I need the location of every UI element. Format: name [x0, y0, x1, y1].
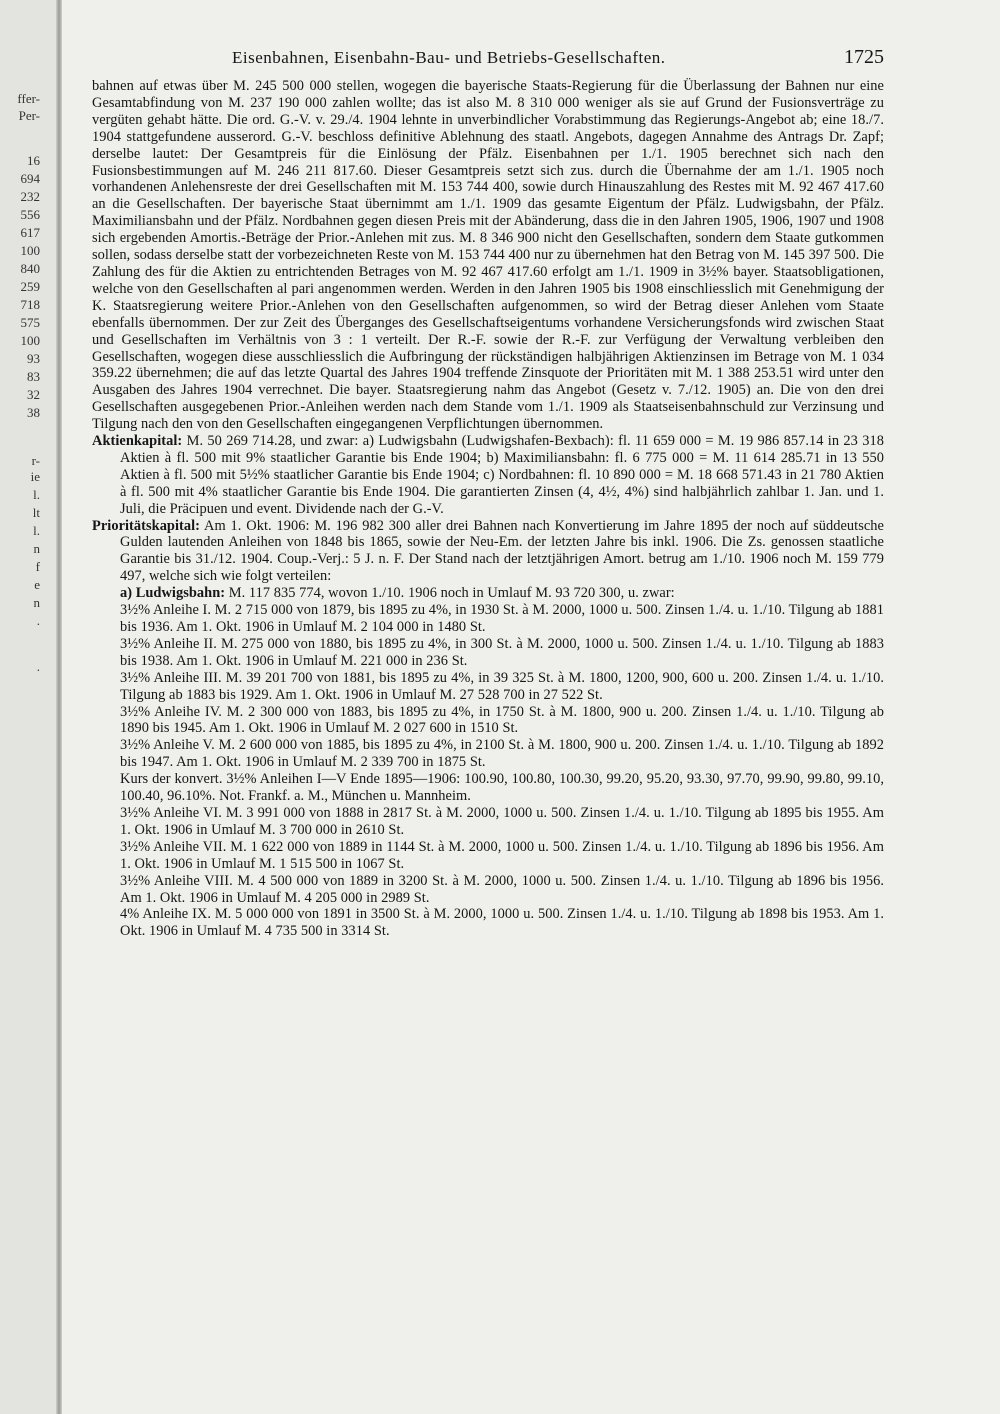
prev-column-fragment: ffer-: [17, 92, 40, 106]
section-paragraph: [92, 585, 884, 602]
prev-column-fragment: 556: [20, 208, 40, 222]
section-lead: Aktienkapital:: [92, 433, 183, 450]
running-head: Eisenbahnen, Eisenbahn-Bau- und Betriebs-Gesellschaften.: [232, 48, 666, 67]
prev-column-fragment: 259: [20, 280, 40, 294]
paragraph-text: Am 1. Okt. 1906: M. 196 982 300 aller drei Bahnen nach Konvertierung im Jahre 1895 der noch auf süddeutsche Gulden lautenden Anleihen von 1848 bis 1865, sowie der Neu-Em. der letzten Jahre bis inkl. 1906. Die Zs. genossen staatliche Garantie bis 31./12. 1904. Coup.-Verj.: 5 J. n. F. Der Stand nach der letztjährigen Amort. betrug am 1./10. 1906 noch M. 159 779 497, welche sich wie folgt verteilen:: [120, 517, 884, 585]
paragraph-text: M. 50 269 714.28, und zwar: a) Ludwigsbahn (Ludwigshafen-Bexbach): fl. 11 659 000 = M. 19 986 857.14 in 23 318 Aktien à fl. 500 mit 9% staatlicher Garantie bis Ende 1904; b) Maximiliansbahn: fl. 6 775 000 = M. 11 614 285.71 in 13 550 Aktien à fl. 500 mit 5½% staatlicher Garantie bis Ende 1904; c) Nordbahnen: fl. 10 890 000 = M. 18 668 571.43 in 21 780 Aktien à fl. 500 mit 4% staatlicher Garantie bis Ende 1904. Die garantierten Zinsen (4, 4½, 4%) sind halbjährlich zahlbar 1. Jan. und 1. Juli, die Präcipuen und event. Dividende nach der G.-V.: [120, 433, 884, 517]
prev-column-fragment: f: [35, 560, 40, 574]
prev-column-fragment: n: [33, 542, 40, 556]
document-page: [92, 46, 884, 940]
prev-column-fragment: e: [34, 578, 40, 592]
prev-column-fragment: 575: [20, 316, 40, 330]
prev-column-fragment: Per-: [18, 109, 40, 123]
prev-column-fragment: l.: [33, 524, 40, 538]
prev-column-fragment: 718: [20, 298, 40, 312]
section-lead: a) Ludwigsbahn:: [120, 585, 226, 602]
text-paragraph: [92, 771, 884, 805]
section-paragraph: [92, 433, 884, 518]
paragraph-text: 3½% Anleihe IV. M. 2 300 000 von 1883, bis 1895 zu 4%, in 1750 St. à M. 1800, 900 u. 200. Zinsen 1./4. u. 1./10. Tilgung ab 1890 bis 1945. Am 1. Okt. 1906 in Umlauf M. 2 027 600 in 1510 St.: [120, 703, 884, 737]
text-paragraph: [92, 839, 884, 873]
text-paragraph: [92, 78, 884, 433]
paragraph-text: 3½% Anleihe VII. M. 1 622 000 von 1889 in 1144 St. à M. 2000, 1000 u. 500. Zinsen 1./4. u. 1./10. Tilgung ab 1896 bis 1956. Am 1. Okt. 1906 in Umlauf M. 1 515 500 in 1067 St.: [120, 838, 884, 872]
paragraph-text: 3½% Anleihe III. M. 39 201 700 von 1881, bis 1895 zu 4%, in 39 325 St. à M. 1800, 1200, 900, 600 u. 200. Zinsen 1./4. u. 1./10. Tilgung ab 1883 bis 1929. Am 1. Okt. 1906 in Umlauf M. 27 528 700 in 27 522 St.: [120, 669, 884, 703]
prev-column-fragment: ie: [30, 470, 40, 484]
page-gutter: [56, 0, 62, 1414]
text-paragraph: [92, 906, 884, 940]
paragraph-text: M. 117 835 774, wovon 1./10. 1906 noch in Umlauf M. 93 720 300, u. zwar:: [225, 585, 675, 602]
prev-column-fragment: 100: [20, 244, 40, 258]
paragraph-text: 3½% Anleihe II. M. 275 000 von 1880, bis 1895 zu 4%, in 300 St. à M. 2000, 1000 u. 500. Zinsen 1./4. u. 1./10. Tilgung ab 1883 bis 1938. Am 1. Okt. 1906 in Umlauf M. 221 000 in 236 St.: [120, 635, 884, 669]
prev-column-fragment: 694: [20, 172, 40, 186]
body-text: [92, 78, 884, 940]
prev-column-fragment: 83: [27, 370, 40, 384]
prev-column-fragment: .: [36, 660, 40, 674]
paragraph-text: 3½% Anleihe I. M. 2 715 000 von 1879, bis 1895 zu 4%, in 1930 St. à M. 2000, 1000 u. 500. Zinsen 1./4. u. 1./10. Tilgung ab 1881 bis 1936. Am 1. Okt. 1906 in Umlauf M. 2 104 000 in 1480 St.: [120, 602, 884, 635]
text-paragraph: [92, 636, 884, 670]
prev-column-fragment: 100: [20, 334, 40, 348]
previous-page-column: [0, 0, 62, 1414]
prev-column-fragment: 617: [20, 226, 40, 240]
prev-column-fragment: l.: [33, 488, 40, 502]
paragraph-text: 3½% Anleihe VI. M. 3 991 000 von 1888 in 2817 St. à M. 2000, 1000 u. 500. Zinsen 1./4. u. 1./10. Tilgung ab 1895 bis 1955. Am 1. Okt. 1906 in Umlauf M. 3 700 000 in 2610 St.: [120, 804, 884, 838]
paragraph-text: 4% Anleihe IX. M. 5 000 000 von 1891 in 3500 St. à M. 2000, 1000 u. 500. Zinsen 1./4. u. 1./10. Tilgung ab 1898 bis 1953. Am 1. Okt. 1906 in Umlauf M. 4 735 500 in 3314 St.: [120, 906, 884, 940]
paragraph-text: Kurs der konvert. 3½% Anleihen I—V Ende 1895—1906: 100.90, 100.80, 100.30, 99.20, 95.20, 93.30, 97.70, 99.90, 99.80, 99.10, 100.40, 96.10%. Not. Frankf. a. M., München u. Mannheim.: [120, 771, 884, 805]
prev-column-fragment: 38: [27, 406, 40, 420]
text-paragraph: [92, 704, 884, 738]
prev-column-fragment: r-: [31, 454, 40, 468]
text-paragraph: [92, 873, 884, 907]
text-paragraph: [92, 670, 884, 704]
text-paragraph: [92, 805, 884, 839]
text-paragraph: [92, 602, 884, 636]
paragraph-text: bahnen auf etwas über M. 245 500 000 stellen, wogegen die bayerische Staats-Regierung für die Überlassung der Bahnen nur eine Gesamtabfindung von M. 237 190 000 zahlen wollte; das ist also M. 8 310 000 weniger als sie auf Grund der Fusionsverträge zu vergüten gehabt hätte. Die ord. G.-V. v. 29./4. 1904 lehnte in unverbindlicher Vorabstimmung das Regierungs-Angebot ab; eine 18./7. 1904 stattgefundene ausserord. G.-V. beschloss definitive Ablehnung des staatl. Angebots, dagegen Annahme des Antrags Dr. Zapf; derselbe lautet: Der Gesamtpreis für die Einlösung der Pfälz. Eisenbahnen per 1./1. 1905 berechnet sich nach den Fusionsbestimmungen auf M. 246 211 817.60. Dieser Gesamtpreis setzt sich zus. durch die Übernahme der am 1./1. 1905 noch vorhandenen Anlehensreste der drei Gesellschaften mit M. 153 744 400, sowie durch Hinauszahlung des Restes mit M. 92 467 417.60 an die Gesellschaften. Der bayerische Staat übernimmt am 1./1. 1909 das gesamte Eigentum der Pfälz. Ludwigsbahn, der Pfälz. Maximiliansbahn und der Pfälz. Nordbahnen gegen diesen Preis mit der Abänderung, dass die in den Jahren 1905, 1906, 1907 und 1908 sich ergebenden Amortis.-Beträge der Prior.-Anlehen mit zus. M. 8 346 900 nicht den Gesellschaften, sondern dem Staate gutkommen sollen, sodass derselbe statt der vorbezeichneten Reste von M. 153 744 400 nur zu übernehmen hat den Betrag von M. 145 397 500. Die Zahlung des für die Aktien zu entrichtenden Betrages von M. 92 467 417.60 erfolgt am 1./1. 1909 in 3½% bayer. Staatsobligationen, welche von den Gesellschaften al pari angenommen werden. Werden in den Jahren 1905 bis 1908 einschliesslich mit Genehmigung der K. Staatsregierung weitere Prior.-Anlehen von den Gesellschaften aufgenommen, so wird der Betrag dieser Anlehen vom Staate ebenfalls übernommen. Der zur Zeit des Überganges des Gesellschaftseigentums vorhandene Versicherungsfonds wird zwischen Staat und Gesellschaften im Verhältnis von 3 : 1 verteilt. Der R.-F. sowie der R.-F. zur Verfügung der Verwaltung verbleiben den Gesellschaften, wogegen diese ausschliesslich die Aufbringung der rückständigen halbjährigen Aktienzinsen im Betrage von M. 1 034 359.22 übernehmen; die auf das letzte Quartal des Jahres 1904 treffende Zinsquote der Prioritäten mit M. 1 388 253.51 wird unter den Ausgaben des Jahres 1904 verrechnet. Die bayer. Staatsregierung nahm das Angebot (Gesetz v. 7./12. 1905) an. Die von den drei Gesellschaften ausgegebenen Prior.-Anleihen werden nach dem Stande vom 1./1. 1909 als Staatseisenbahnschuld zur Verzinsung und Tilgung nach den von den Gesellschaften eingegangenen Verpflichtungen übernommen.: [92, 78, 884, 433]
prev-column-fragment: 93: [27, 352, 40, 366]
prev-column-fragment: 32: [27, 388, 40, 402]
paragraph-text: 3½% Anleihe V. M. 2 600 000 von 1885, bis 1895 zu 4%, in 2100 St. à M. 1800, 900 u. 200. Zinsen 1./4. u. 1./10. Tilgung ab 1892 bis 1947. Am 1. Okt. 1906 in Umlauf M. 2 339 700 in 1875 St.: [120, 737, 884, 771]
section-paragraph: [92, 518, 884, 586]
prev-column-fragment: 232: [20, 190, 40, 204]
page-number: 1725: [844, 46, 884, 68]
prev-column-fragment: n: [33, 596, 40, 610]
page-header: [92, 46, 884, 78]
prev-column-fragment: 840: [20, 262, 40, 276]
prev-column-fragment: .: [36, 614, 40, 628]
paragraph-text: 3½% Anleihe VIII. M. 4 500 000 von 1889 in 3200 St. à M. 2000, 1000 u. 500. Zinsen 1./4. u. 1./10. Tilgung ab 1896 bis 1956. Am 1. Okt. 1906 in Umlauf M. 4 205 000 in 2989 St.: [120, 872, 884, 906]
prev-column-fragment: 16: [27, 154, 40, 168]
prev-column-fragment: lt: [32, 506, 40, 520]
text-paragraph: [92, 737, 884, 771]
section-lead: Prioritätskapital:: [92, 517, 201, 534]
